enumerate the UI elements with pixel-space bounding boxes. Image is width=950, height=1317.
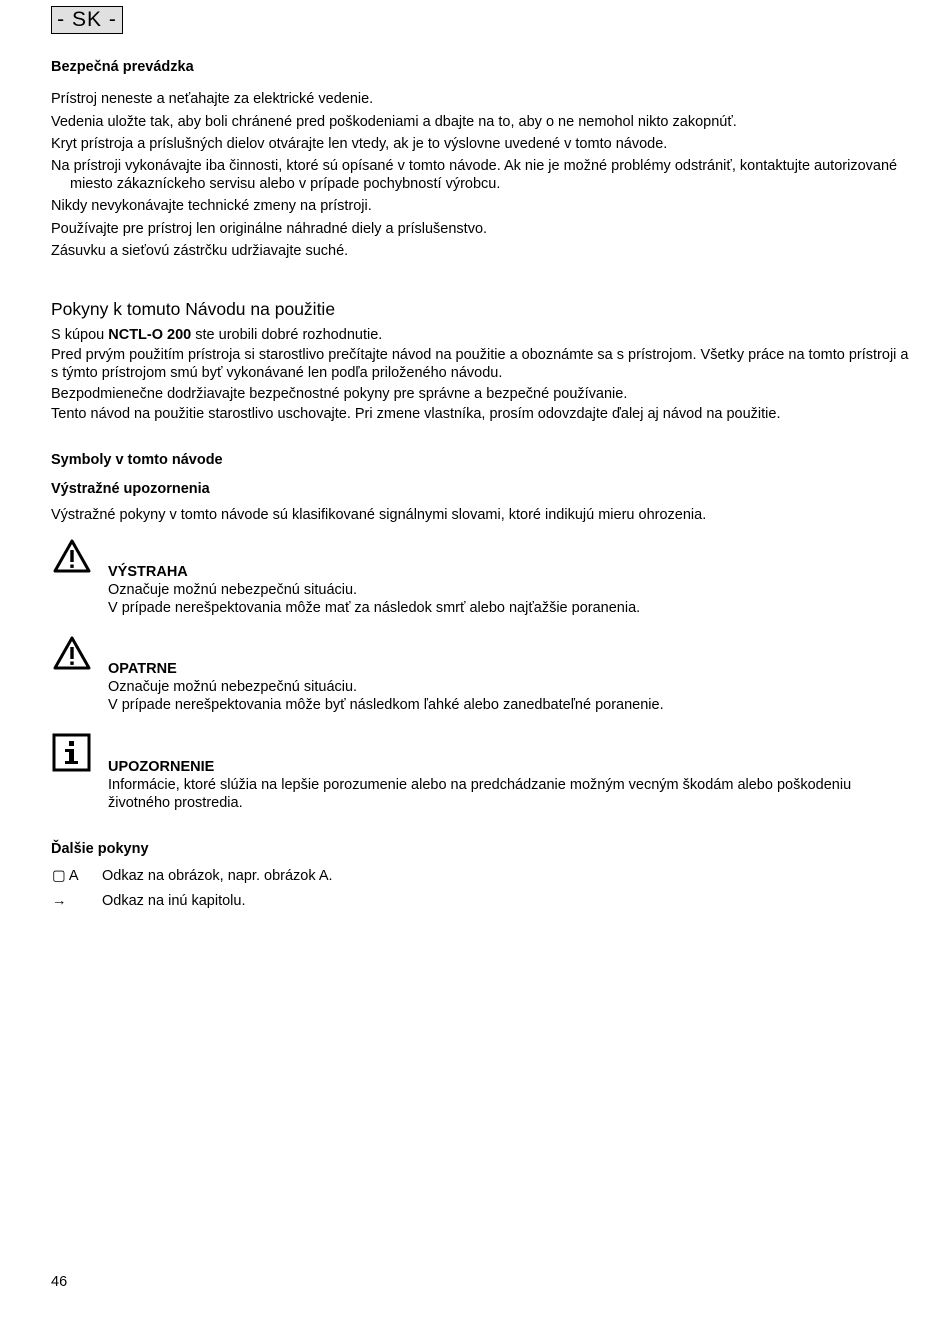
info-icon [52,733,92,777]
purchase-line [51,326,911,344]
warning-triangle-icon [52,635,92,675]
product-name: NCTL-O 200 [108,327,192,343]
signal-title: VÝSTRAHA [108,564,188,580]
signal-title: UPOZORNENIE [108,759,215,775]
signal-line: V prípade nerešpektovania môže mať za následok smrť alebo najťažšie poranenia. [108,600,641,616]
signal-line: Označuje možnú nebezpečnú situáciu. [108,679,358,695]
signal-line: Označuje možnú nebezpečnú situáciu. [108,582,358,598]
arrow-right-icon: → [52,893,67,909]
instructions-paragraph: Bezpodmienečne dodržiavajte bezpečnostné pokyny pre správne a bezpečné používanie. [51,386,628,402]
instructions-heading: Pokyny k tomuto Návodu na použitie [51,299,336,319]
warnings-heading: Výstražné upozornenia [51,481,210,497]
language-tag: - SK - [51,6,123,34]
safety-item: Prístroj neneste a neťahajte za elektrické vedenie. [51,91,374,107]
purchase-suffix: ste urobili dobré rozhodnutie. [191,327,383,343]
signal-warning [108,563,908,617]
warning-triangle-icon [52,538,92,578]
signal-line: V prípade nerešpektovania môže byť následkom ľahké alebo zanedbateľné poranenie. [108,697,664,713]
instructions-paragraph: Tento návod na použitie starostlivo uschovajte. Pri zmene vlastníka, prosím odovzdajte ďalej aj návod na použitie. [51,406,781,422]
safety-item: Na prístroji vykonávajte iba činnosti, ktoré sú opísané v tomto návode. Ak nie je možné problémy odstrániť, kontaktujte autorizované miesto zákazníckeho servisu alebo v prípade pochybností výrobcu. [51,158,898,192]
reference-text: Odkaz na obrázok, napr. obrázok A. [102,868,333,884]
safety-item: Kryt prístroja a príslušných dielov otvárajte len vtedy, ak je to výslovne uvedené v tomto návode. [51,136,668,152]
page-number: 46 [51,1274,68,1290]
signal-title: OPATRNE [108,661,177,677]
safety-heading: Bezpečná prevádzka [51,59,194,75]
safety-item: Nikdy nevykonávajte technické zmeny na prístroji. [51,198,372,214]
safety-item: Zásuvku a sieťovú zástrčku udržiavajte suché. [51,243,349,259]
warnings-intro: Výstražné pokyny v tomto návode sú klasifikované signálnymi slovami, ktoré indikujú mieru ohrozenia. [51,507,707,523]
image-reference-icon: ▢ A [52,868,79,884]
safety-item: Vedenia uložte tak, aby boli chránené pred poškodeniami a dbajte na to, aby o ne nemohol nikto zakopnúť. [51,114,737,130]
signal-line: Informácie, ktoré slúžia na lepšie porozumenie alebo na predchádzanie možným vecným škodám alebo poškodeniu životného prostredia. [108,777,852,811]
signal-notice [108,758,868,812]
further-heading: Ďalšie pokyny [51,841,149,857]
purchase-prefix: S kúpou [51,327,109,343]
symbols-heading: Symboly v tomto návode [51,452,223,468]
instructions-paragraph: Pred prvým použitím prístroja si starostlivo prečítajte návod na použitie a oboznámte sa s prístrojom. Všetky práce na tomto prístroji a s týmto prístrojom smú byť vykonávané len podľa priloženého návodu. [51,347,909,381]
safety-item: Používajte pre prístroj len originálne náhradné diely a príslušenstvo. [51,221,488,237]
reference-text: Odkaz na inú kapitolu. [102,893,246,909]
signal-caution [108,660,908,714]
